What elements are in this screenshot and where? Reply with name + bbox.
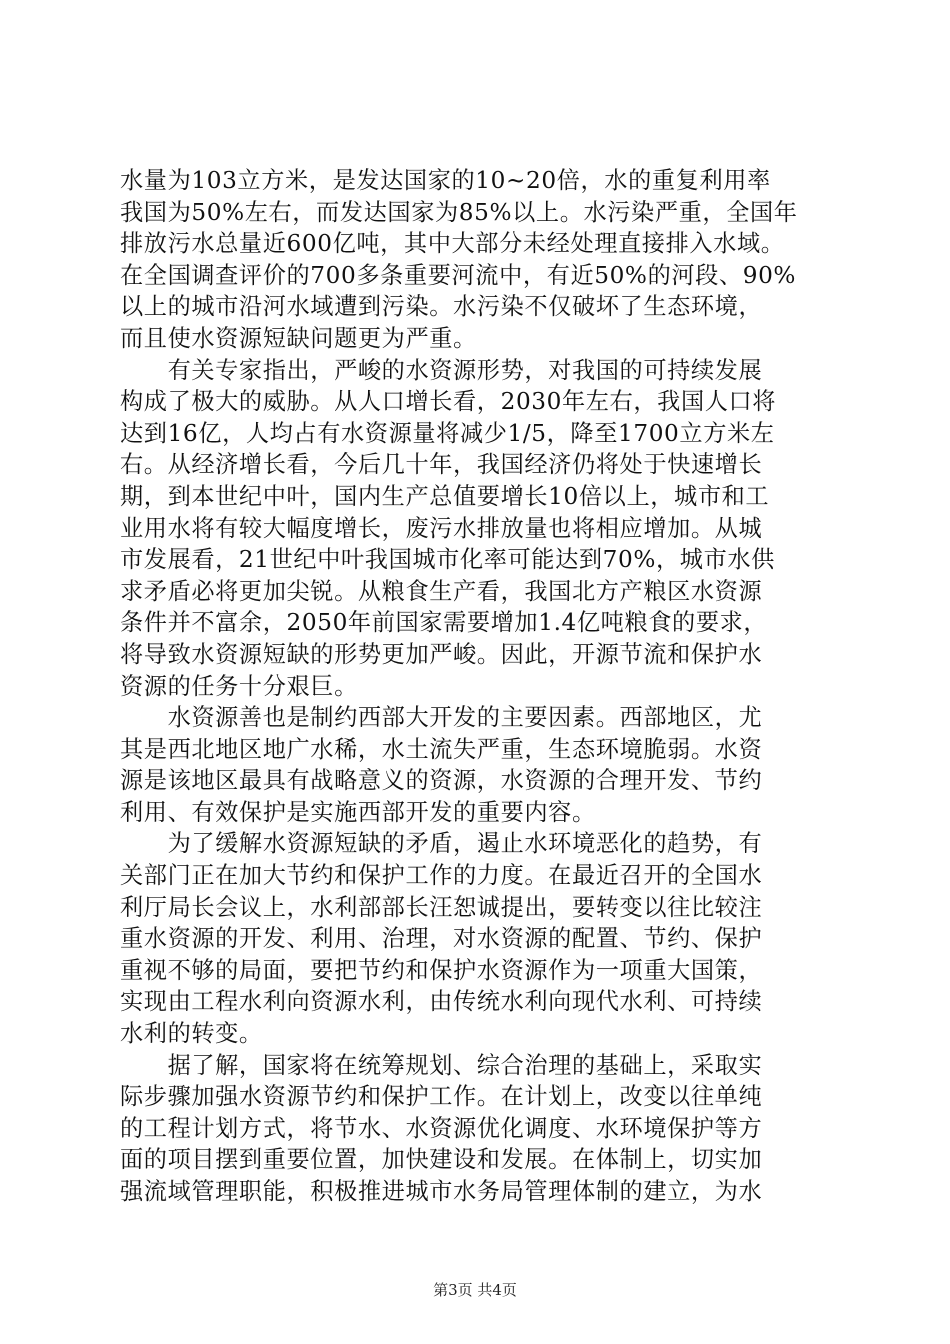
page-number-footer: 第3页 共4页 <box>433 1281 517 1299</box>
document-body <box>120 165 832 1208</box>
text-line: 市发展看，21世纪中叶我国城市化率可能达到70%，城市水供 <box>120 546 775 574</box>
paragraph <box>120 355 832 703</box>
text-line: 关部门正在加大节约和保护工作的力度。在最近召开的全国水 <box>120 862 763 890</box>
text-line: 以上的城市沿河水域遭到污染。水污染不仅破坏了生态环境， <box>120 293 763 321</box>
text-line: 有关专家指出，严峻的水资源形势，对我国的可持续发展 <box>120 356 763 384</box>
paragraph <box>120 165 832 355</box>
text-line: 际步骤加强水资源节约和保护工作。在计划上，改变以往单纯 <box>120 1083 763 1111</box>
text-line: 利厅局长会议上，水利部部长汪恕诚提出，要转变以往比较注 <box>120 893 763 921</box>
text-line: 求矛盾必将更加尖锐。从粮食生产看，我国北方产粮区水资源 <box>120 577 763 605</box>
text-line: 其是西北地区地广水稀，水土流失严重，生态环境脆弱。水资 <box>120 735 763 763</box>
text-line: 强流域管理职能，积极推进城市水务局管理体制的建立，为水 <box>120 1178 763 1205</box>
text-line: 源是该地区最具有战略意义的资源，水资源的合理开发、节约 <box>120 767 763 795</box>
text-line: 为了缓解水资源短缺的矛盾，遏止水环境恶化的趋势，有 <box>120 830 763 858</box>
paragraph <box>120 702 832 828</box>
text-line: 面的项目摆到重要位置，加快建设和发展。在体制上，切实加 <box>120 1146 763 1174</box>
text-line: 重视不够的局面，要把节约和保护水资源作为一项重大国策， <box>120 956 763 984</box>
text-line: 水量为103立方米，是发达国家的10~20倍，水的重复利用率 <box>120 167 771 194</box>
text-line: 利用、有效保护是实施西部开发的重要内容。 <box>120 798 596 826</box>
text-line: 我国为50%左右，而发达国家为85%以上。水污染严重，全国年 <box>120 198 798 226</box>
text-line: 据了解，国家将在统筹规划、综合治理的基础上，采取实 <box>120 1051 763 1079</box>
text-line: 业用水将有较大幅度增长，废污水排放量也将相应增加。从城 <box>120 514 763 542</box>
text-line: 而且使水资源短缺问题更为严重。 <box>120 324 477 352</box>
text-line: 排放污水总量近600亿吨，其中大部分未经处理直接排入水域。 <box>120 230 785 258</box>
text-line: 水利的转变。 <box>120 1020 263 1048</box>
text-line: 重水资源的开发、利用、治理，对水资源的配置、节约、保护 <box>120 925 763 953</box>
text-line: 实现由工程水利向资源水利，由传统水利向现代水利、可持续 <box>120 988 763 1016</box>
paragraph <box>120 1050 832 1208</box>
text-line: 将导致水资源短缺的形势更加严峻。因此，开源节流和保护水 <box>120 640 763 668</box>
text-line: 右。从经济增长看，今后几十年，我国经济仍将处于快速增长 <box>120 451 763 479</box>
text-line: 的工程计划方式，将节水、水资源优化调度、水环境保护等方 <box>120 1114 763 1142</box>
text-line: 期，到本世纪中叶，国内生产总值要增长10倍以上，城市和工 <box>120 482 770 510</box>
text-line: 在全国调查评价的700多条重要河流中，有近50%的河段、90% <box>120 261 797 289</box>
paragraph <box>120 828 832 1049</box>
text-line: 构成了极大的威胁。从人口增长看，2030年左右，我国人口将 <box>120 388 777 416</box>
text-line: 条件并不富余，2050年前国家需要增加1.4亿吨粮食的要求， <box>120 609 768 637</box>
text-line: 达到16亿，人均占有水资源量将减少1/5，降至1700立方米左 <box>120 419 775 447</box>
text-line: 水资源善也是制约西部大开发的主要因素。西部地区，尤 <box>120 704 763 732</box>
text-line: 资源的任务十分艰巨。 <box>120 672 358 700</box>
